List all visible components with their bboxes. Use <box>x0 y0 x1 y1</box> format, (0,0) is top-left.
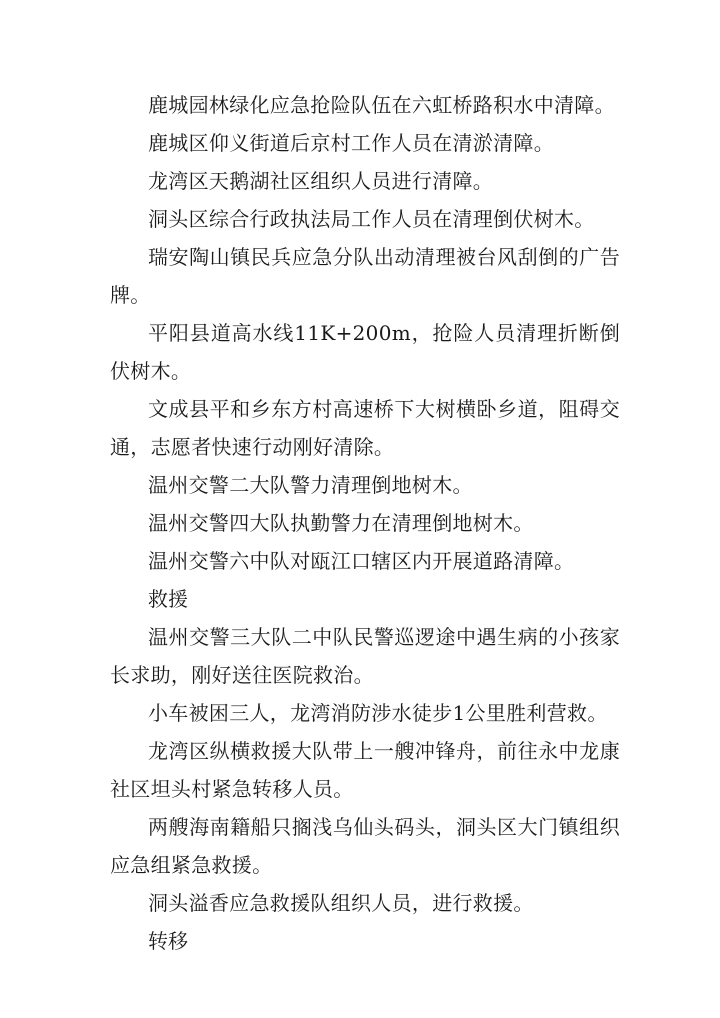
paragraph: 洞头区综合行政执法局工作人员在清理倒伏树木。 <box>148 207 595 231</box>
paragraph: 小车被困三人，龙湾消防涉水徒步1公里胜利营救。 <box>148 701 608 725</box>
section-heading-transfer: 转移 <box>148 929 188 953</box>
paragraph: 平阳县道高水线11K+200m，抢险人员清理折断倒伏树木。 <box>110 321 620 383</box>
document-body <box>110 86 620 960</box>
section-heading-rescue: 救援 <box>148 587 188 611</box>
paragraph: 龙湾区天鹅湖社区组织人员进行清障。 <box>148 169 494 193</box>
paragraph: 两艘海南籍船只搁浅乌仙头码头，洞头区大门镇组织应急组紧急救援。 <box>110 815 620 877</box>
paragraph: 温州交警三大队二中队民警巡逻途中遇生病的小孩家长求助，刚好送往医院救治。 <box>110 625 620 687</box>
paragraph: 温州交警四大队执勤警力在清理倒地树木。 <box>148 511 534 535</box>
paragraph: 温州交警二大队警力清理倒地树木。 <box>148 473 473 497</box>
paragraph: 洞头溢香应急救援队组织人员，进行救援。 <box>148 891 534 915</box>
paragraph: 瑞安陶山镇民兵应急分队出动清理被台风刮倒的广告牌。 <box>110 245 620 307</box>
paragraph: 鹿城园林绿化应急抢险队伍在六虹桥路积水中清障。 <box>148 93 615 117</box>
paragraph: 龙湾区纵横救援大队带上一艘冲锋舟，前往永中龙康社区坦头村紧急转移人员。 <box>110 739 620 801</box>
paragraph: 鹿城区仰义街道后京村工作人员在清淤清障。 <box>148 131 554 155</box>
paragraph: 温州交警六中队对瓯江口辖区内开展道路清障。 <box>148 549 575 573</box>
paragraph: 文成县平和乡东方村高速桥下大树横卧乡道，阻碍交通，志愿者快速行动刚好清除。 <box>110 397 620 459</box>
